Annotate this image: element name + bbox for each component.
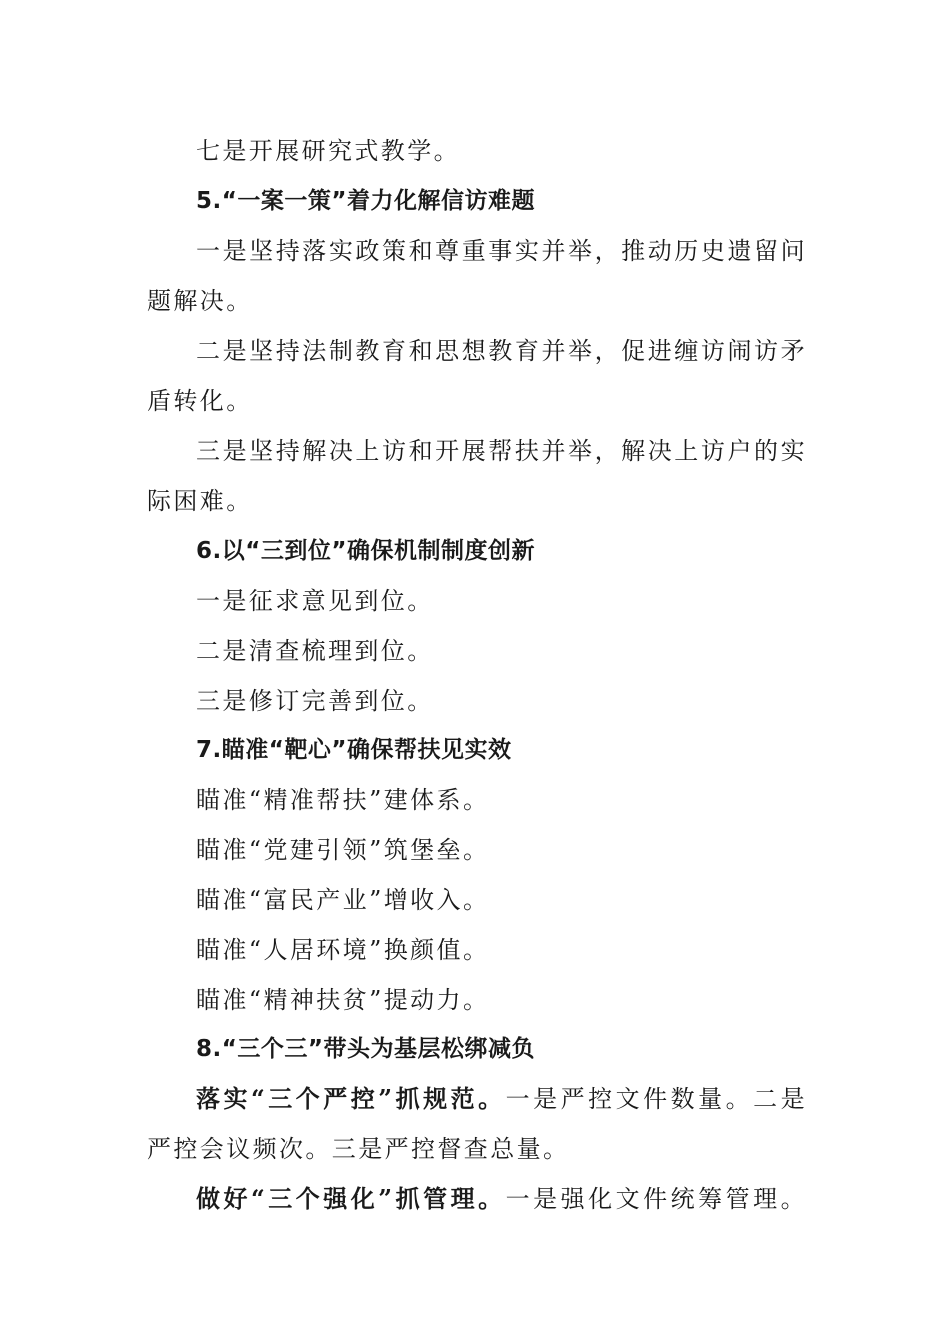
- paragraph-line-mixed: [196, 1082, 807, 1116]
- paragraph-text: 一是严控文件数量。二是: [505, 1085, 807, 1113]
- paragraph-line: 瞄准“人居环境”换颜值。: [196, 936, 490, 964]
- paragraph-line: 瞄准“富民产业”增收入。: [196, 886, 490, 914]
- paragraph-line: 瞄准“精神扶贫”提动力。: [196, 986, 490, 1014]
- bold-lead-text: 落实“三个严控”抓规范。: [196, 1084, 506, 1113]
- paragraph-line: 瞄准“精准帮扶”建体系。: [196, 786, 490, 814]
- paragraph-line: 际困难。: [147, 487, 253, 515]
- section-heading-8: 8.“三个三”带头为基层松绑减负: [196, 1036, 535, 1062]
- paragraph-line: 题解决。: [147, 287, 253, 315]
- paragraph-line: 瞄准“党建引领”筑堡垒。: [196, 836, 490, 864]
- section-heading-6: 6.以“三到位”确保机制制度创新: [196, 538, 535, 564]
- paragraph-line: 一是征求意见到位。: [196, 587, 434, 615]
- paragraph-line: 二是清查梳理到位。: [196, 637, 434, 665]
- paragraph-line: 严控会议频次。三是严控督查总量。: [147, 1135, 570, 1163]
- paragraph-line: 三是修订完善到位。: [196, 687, 434, 715]
- bold-lead-text: 做好“三个强化”抓管理。: [196, 1184, 506, 1213]
- paragraph-line: 盾转化。: [147, 387, 253, 415]
- paragraph-line: 七是开展研究式教学。: [196, 137, 460, 165]
- section-heading-5: 5.“一案一策”着力化解信访难题: [196, 188, 535, 214]
- section-heading-7: 7.瞄准“靶心”确保帮扶见实效: [196, 737, 512, 763]
- paragraph-line: 一是坚持落实政策和尊重事实并举，推动历史遗留问: [196, 237, 807, 265]
- paragraph-line: 二是坚持法制教育和思想教育并举，促进缠访闹访矛: [196, 337, 807, 365]
- paragraph-line-mixed: [196, 1182, 807, 1216]
- paragraph-text: 一是强化文件统筹管理。: [505, 1185, 807, 1213]
- paragraph-line: 三是坚持解决上访和开展帮扶并举，解决上访户的实: [196, 437, 807, 465]
